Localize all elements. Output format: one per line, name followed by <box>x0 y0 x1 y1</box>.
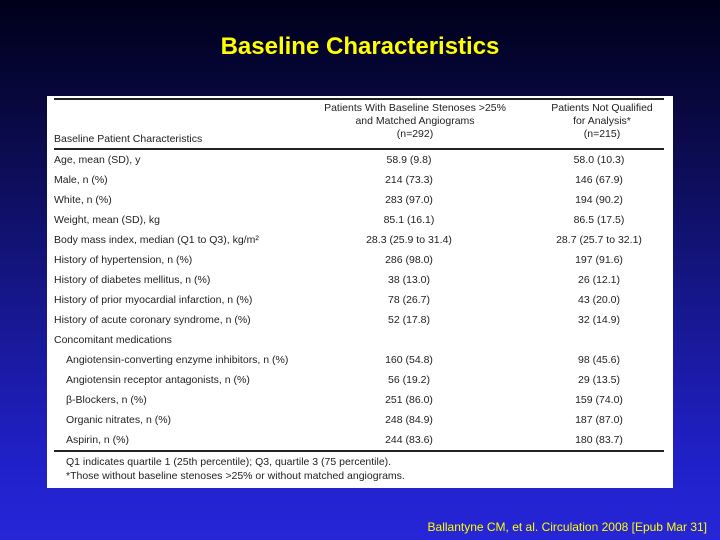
header-col2 <box>537 102 667 141</box>
row-value-stenoses: 160 (54.8) <box>385 354 433 366</box>
table-row <box>54 210 664 230</box>
row-value-not-qualified: 146 (67.9) <box>575 174 623 186</box>
row-value-stenoses: 283 (97.0) <box>385 194 433 206</box>
row-value-not-qualified: 187 (87.0) <box>575 414 623 426</box>
row-value-stenoses: 214 (73.3) <box>385 174 433 186</box>
row-label: Body mass index, median (Q1 to Q3), kg/m² <box>54 234 259 246</box>
row-value-stenoses: 248 (84.9) <box>385 414 433 426</box>
row-label: Aspirin, n (%) <box>66 434 130 446</box>
row-label: White, n (%) <box>54 194 112 206</box>
row-value-not-qualified: 58.0 (10.3) <box>573 154 625 166</box>
header-col1-line1: Patients With Baseline Stenoses >25% <box>324 102 506 114</box>
header-col2-line1: Patients Not Qualified <box>551 102 653 114</box>
row-value-not-qualified: 26 (12.1) <box>577 274 621 286</box>
row-value-stenoses: 78 (26.7) <box>387 294 431 306</box>
table-row <box>54 250 664 270</box>
header-col1-line2: and Matched Angiograms <box>355 115 475 127</box>
table-row <box>54 330 664 350</box>
table-row <box>54 150 664 170</box>
row-value-not-qualified: 86.5 (17.5) <box>573 214 625 226</box>
table-row <box>54 190 664 210</box>
table-row <box>54 430 664 450</box>
row-label: History of acute coronary syndrome, n (%) <box>54 314 251 326</box>
table-row <box>54 350 664 370</box>
row-value-stenoses: 56 (19.2) <box>387 374 431 386</box>
row-label: Angiotensin receptor antagonists, n (%) <box>66 374 250 386</box>
table-row <box>54 290 664 310</box>
table-row <box>54 410 664 430</box>
row-value-stenoses: 251 (86.0) <box>385 394 433 406</box>
table-row <box>54 230 664 250</box>
row-label: History of hypertension, n (%) <box>54 254 193 266</box>
row-label: β-Blockers, n (%) <box>66 394 147 406</box>
row-value-not-qualified: 159 (74.0) <box>575 394 623 406</box>
row-value-not-qualified: 98 (45.6) <box>577 354 621 366</box>
row-label: Male, n (%) <box>54 174 108 186</box>
slide-title: Baseline Characteristics <box>220 33 500 60</box>
row-value-not-qualified: 43 (20.0) <box>577 294 621 306</box>
row-label: Concomitant medications <box>54 334 172 346</box>
row-value-stenoses: 38 (13.0) <box>387 274 431 286</box>
row-value-stenoses: 85.1 (16.1) <box>383 214 435 226</box>
header-col2-line3: (n=215) <box>583 128 621 140</box>
row-value-stenoses: 28.3 (25.9 to 31.4) <box>366 234 452 246</box>
row-value-not-qualified: 28.7 (25.7 to 32.1) <box>556 234 642 246</box>
row-value-not-qualified: 32 (14.9) <box>577 314 621 326</box>
table-row <box>54 270 664 290</box>
row-label: Weight, mean (SD), kg <box>54 214 161 226</box>
header-col2-line2: for Analysis* <box>573 115 631 127</box>
bottom-rule <box>54 450 664 452</box>
table-row <box>54 390 664 410</box>
table-row <box>54 310 664 330</box>
row-label: Age, mean (SD), y <box>54 154 141 166</box>
row-label: Organic nitrates, n (%) <box>66 414 172 426</box>
footnote-1: Q1 indicates quartile 1 (25th percentile); Q3, quartile 3 (75 percentile). <box>66 456 392 468</box>
row-value-stenoses: 286 (98.0) <box>385 254 433 266</box>
row-value-stenoses: 58.9 (9.8) <box>386 154 432 166</box>
header-col1 <box>315 102 515 141</box>
header-label-col: Baseline Patient Characteristics <box>54 133 203 145</box>
row-value-not-qualified: 29 (13.5) <box>577 374 621 386</box>
table-row <box>54 170 664 190</box>
row-value-not-qualified: 194 (90.2) <box>575 194 623 206</box>
footnote-2: *Those without baseline stenoses >25% or without matched angiograms. <box>66 470 405 482</box>
citation: Ballantyne CM, et al. Circulation 2008 [Epub Mar 31] <box>427 520 707 534</box>
row-value-not-qualified: 197 (91.6) <box>575 254 623 266</box>
row-value-stenoses: 52 (17.8) <box>387 314 431 326</box>
header-col1-line3: (n=292) <box>396 128 434 140</box>
row-value-not-qualified: 180 (83.7) <box>575 434 623 446</box>
table-row <box>54 370 664 390</box>
row-label: History of diabetes mellitus, n (%) <box>54 274 211 286</box>
row-label: Angiotensin-converting enzyme inhibitors, n (%) <box>66 354 289 366</box>
top-rule <box>54 98 664 100</box>
row-value-stenoses: 244 (83.6) <box>385 434 433 446</box>
row-label: History of prior myocardial infarction, n (%) <box>54 294 253 306</box>
characteristics-table <box>47 96 673 488</box>
